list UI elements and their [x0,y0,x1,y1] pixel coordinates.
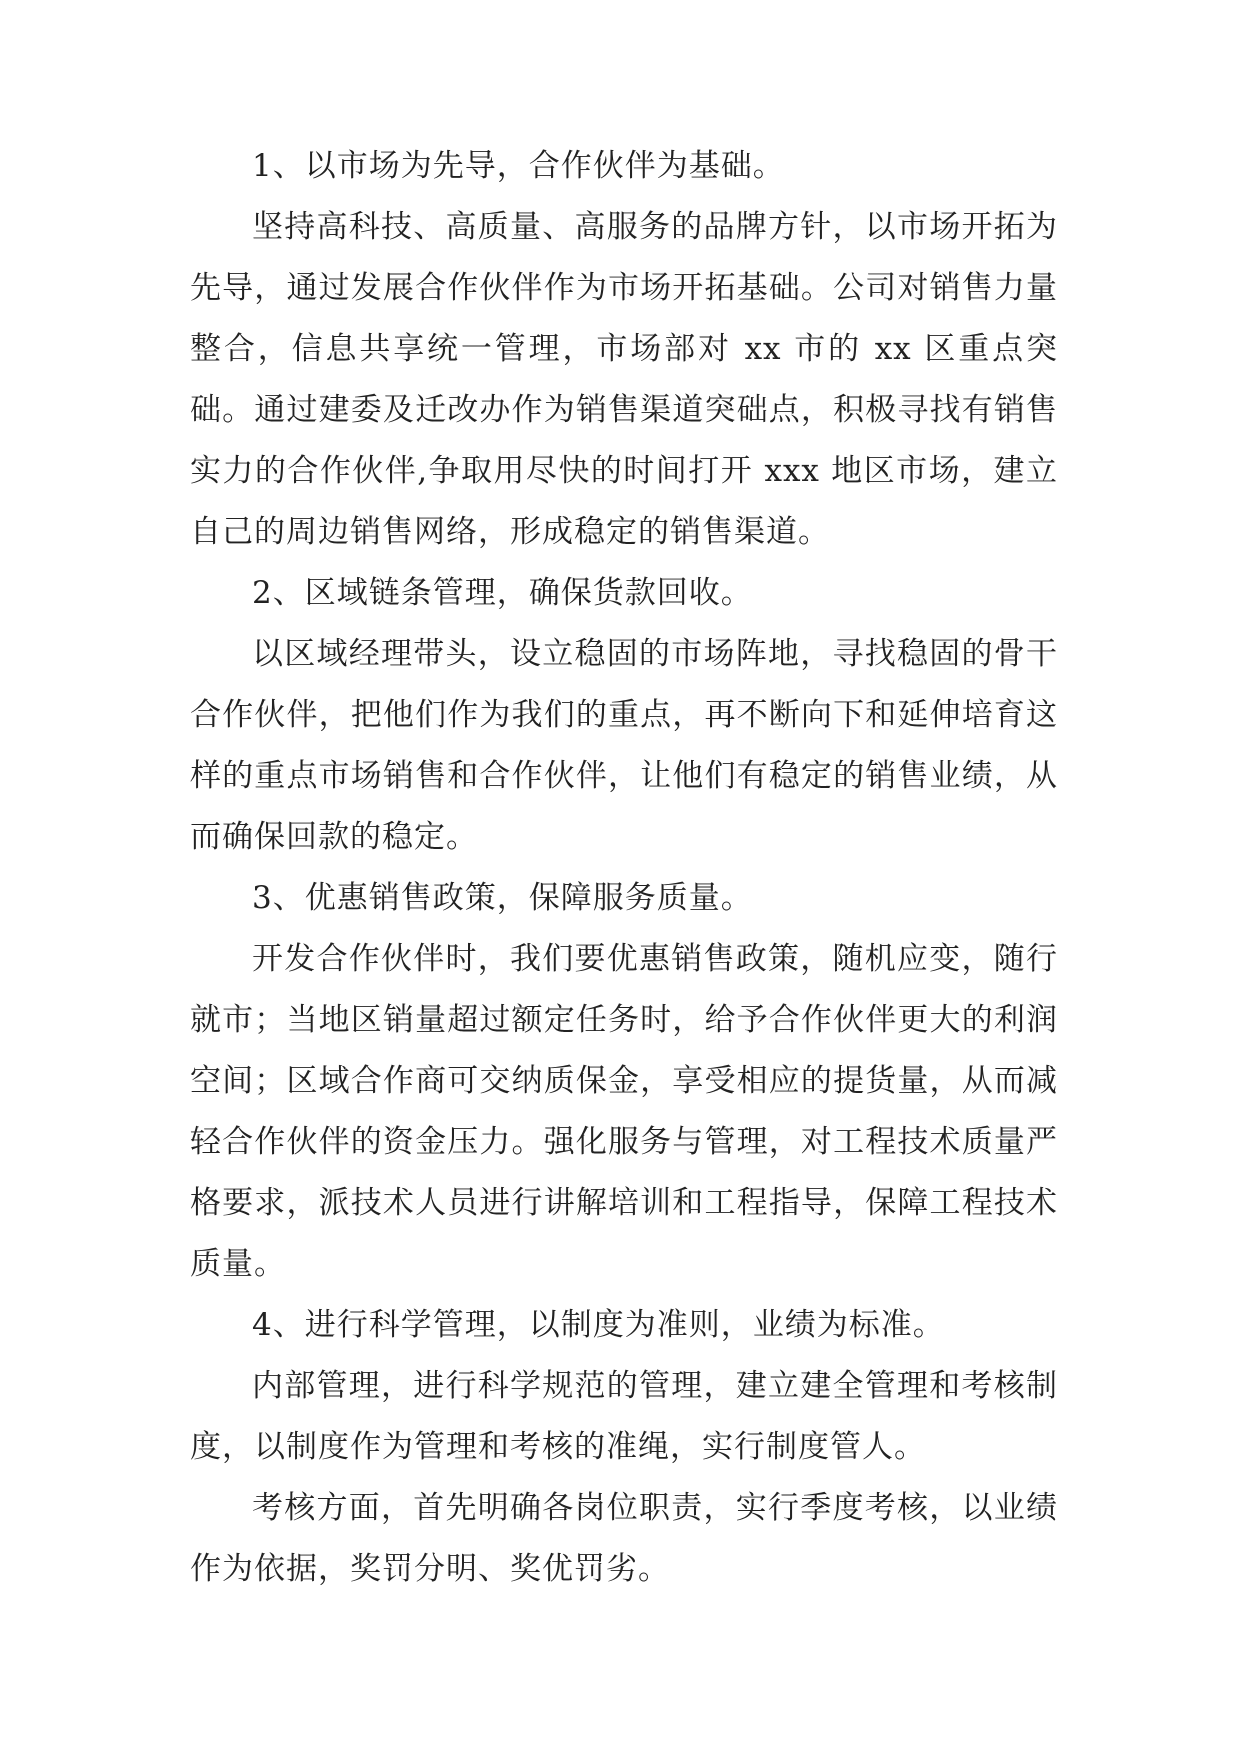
paragraph-brand-policy: 坚持高科技、高质量、高服务的品牌方针，以市场开拓为先导，通过发展合作伙伴作为市场开拓基础。公司对销售力量整合，信息共享统一管理，市场部对 xx 市的 xx 区重点突础。通过建委及迁改办作为销售渠道突础点，积极寻找有销售实力的合作伙伴,争取用尽快的时间打开 xxx 地区市场，建立自己的周边销售网络，形成稳定的销售渠道。 [190,209,1058,550]
paragraph-regional-manager: 以区域经理带头，设立稳固的市场阵地，寻找稳固的骨干合作伙伴，把他们作为我们的重点，再不断向下和延伸培育这样的重点市场销售和合作伙伴，让他们有稳定的销售业绩，从而确保回款的稳定。 [190,636,1058,855]
heading-sales-policy: 3、优惠销售政策，保障服务质量。 [252,880,753,916]
paragraph-partner-development: 开发合作伙伴时，我们要优惠销售政策，随机应变，随行就市；当地区销量超过额定任务时，给予合作伙伴更大的利润空间；区域合作商可交纳质保金，享受相应的提货量，从而减轻合作伙伴的资金压力。强化服务与管理，对工程技术质量严格要求，派技术人员进行讲解培训和工程指导，保障工程技术质量。 [190,941,1058,1282]
document-page [190,136,1058,1600]
heading-scientific-management: 4、进行科学管理，以制度为准则，业绩为标准。 [252,1307,945,1343]
heading-regional-chain: 2、区域链条管理，确保货款回收。 [252,575,753,611]
paragraph-assessment: 考核方面，首先明确各岗位职责，实行季度考核，以业绩作为依据，奖罚分明、奖优罚劣。 [190,1490,1058,1587]
paragraph-internal-management: 内部管理，进行科学规范的管理，建立建全管理和考核制度，以制度作为管理和考核的准绳，实行制度管人。 [190,1368,1058,1465]
heading-market-leading: 1、以市场为先导，合作伙伴为基础。 [252,148,785,184]
